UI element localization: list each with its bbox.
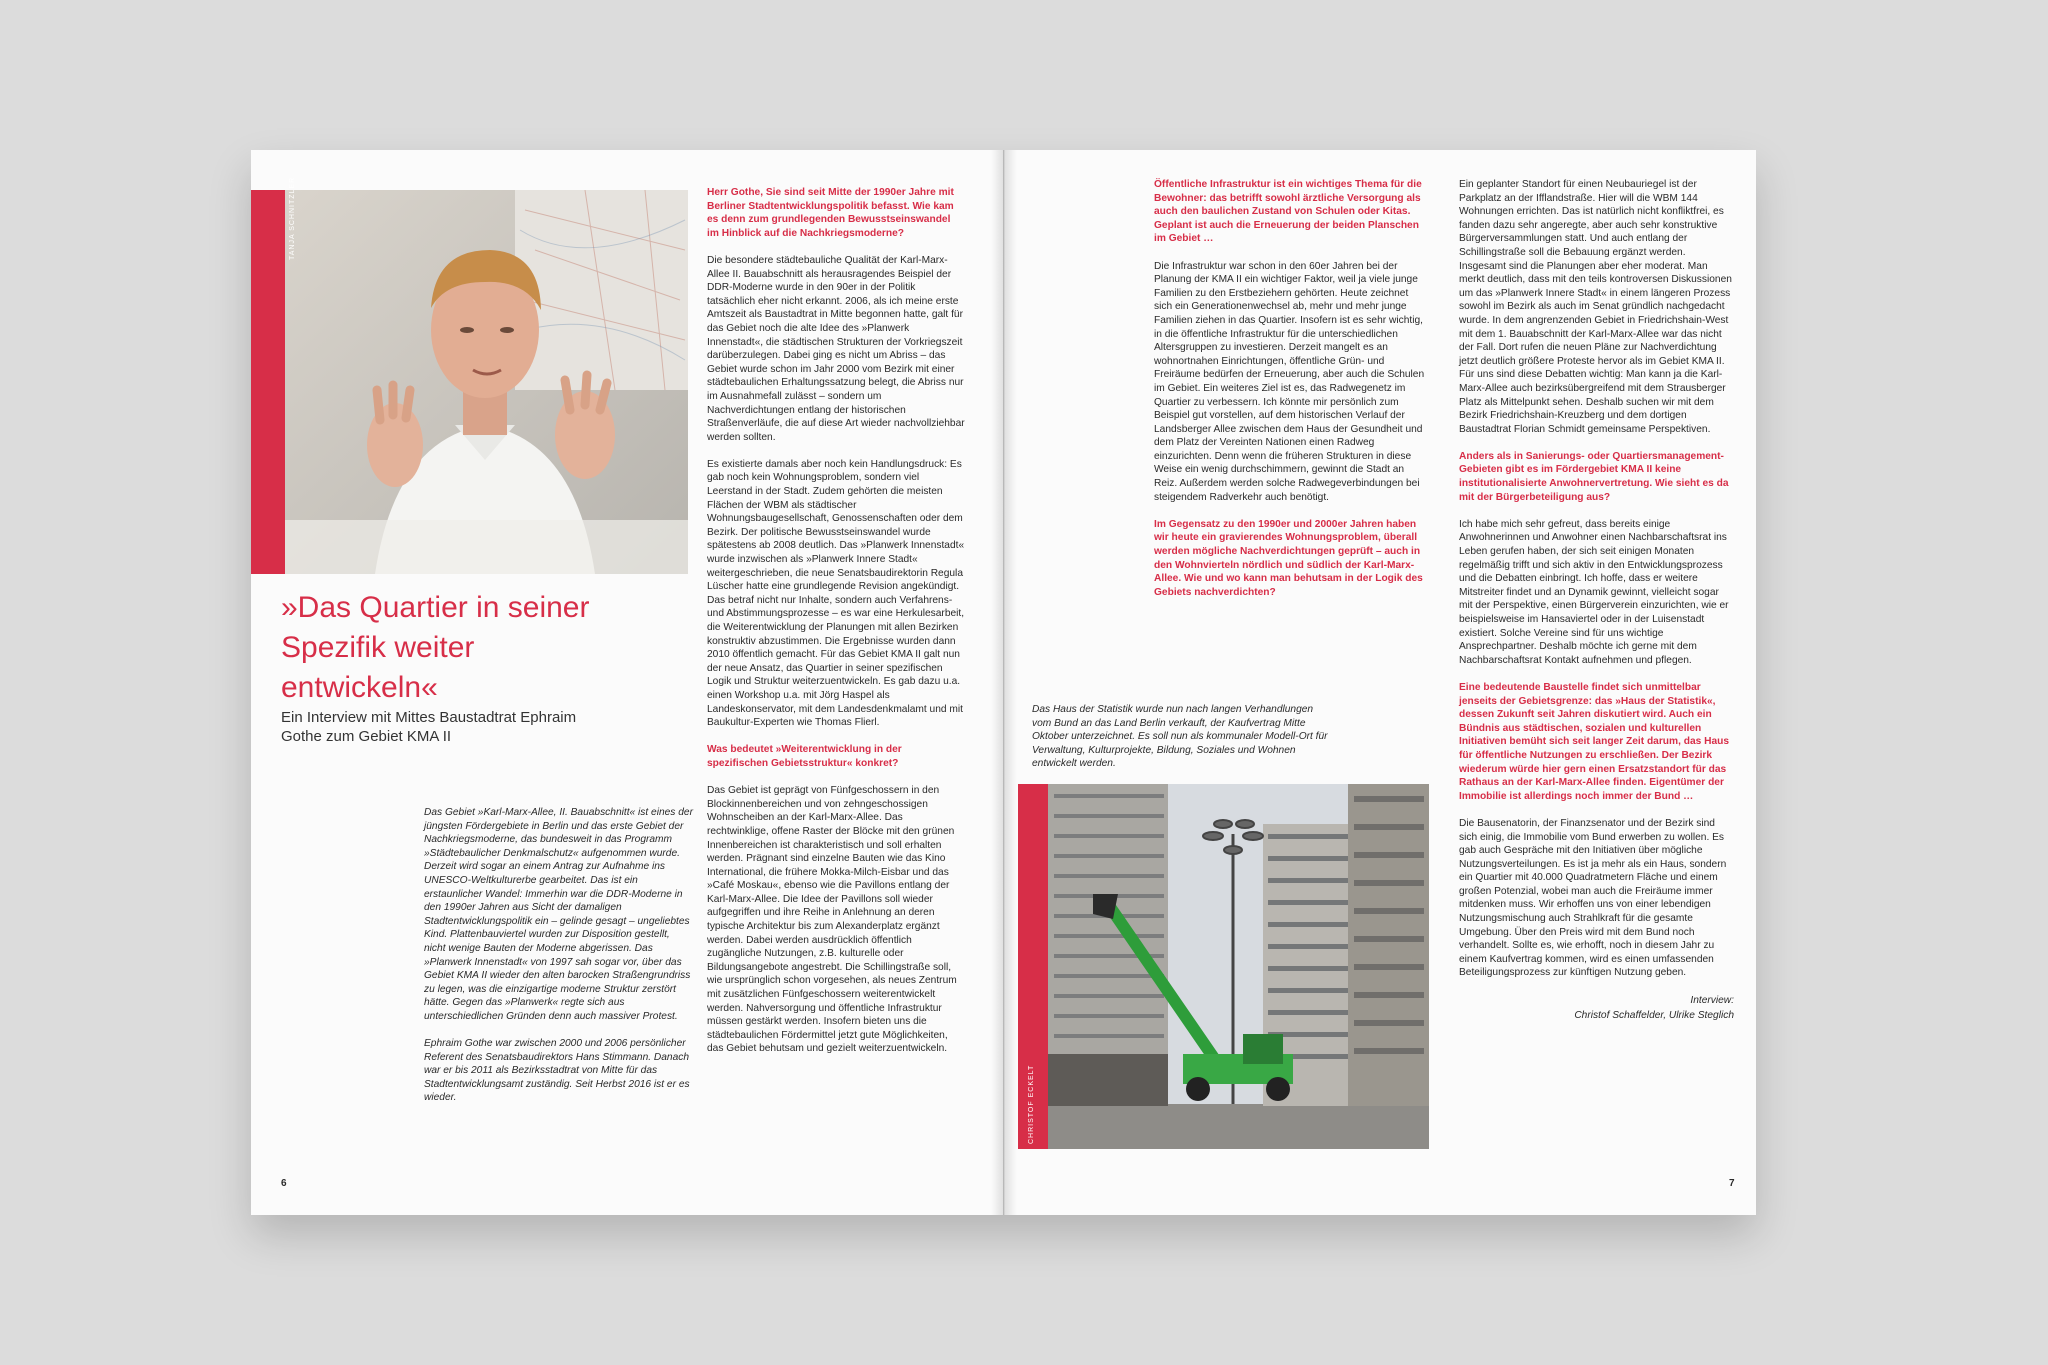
answer-1b: Es existierte damals aber noch kein Handlungsdruck: Es gab noch kein Wohnungsproblem, sondern viel Leerstand in der Stadt. Zudem gehörten die meisten Flächen der WBM als städtischer Wohnungsbaugesellschaft, Genossenschaften oder dem Bezirk. Der politische Bewusstseinswandel wurde spätestens ab 2008 deutlich. Das »Planwerk Innenstadt« wurde inzwischen als »Planwerk Innere Stadt« weitergeschrieben, die neue Senatsbaudirektorin Regula Lüscher hatte eine grundlegende Revision angekündigt. Das betraf nicht nur Inhalte, sondern auch Verfahrens- und Abstimmungsprozesse – es war eine Herkulesarbeit, die Weiterentwicklung der Planungen mit allen Bezirken konstruktiv abzustimmen. Die Ergebnisse wurden dann 2010 öffentlich gemacht. Für das Gebiet KMA II galt nun der neue Ansatz, das Quartier in seiner spezifischen Logik und Struktur weiterzuentwickeln. Es gab dazu u.a. einen Workshop u.a. mit Jörg Haspel als Landeskonservator, mit dem Landesdenkmalamt und mit Baukultur-Experten wie Thomas Flierl. — [707, 458, 965, 729]
photo-credit-left: TANJA SCHNITZLER — [289, 176, 296, 260]
intro-text — [424, 806, 694, 1119]
author-bio: Ephraim Gothe war zwischen 2000 und 2006 persönlicher Referent des Senatsbaudirektors Hans Stimmann. Danach war er bis 2011 als Bezirksstadtrat von Mitte für das Stadtentwicklungsamt zuständig. Seit Herbst 2016 ist er es wieder. — [424, 1038, 690, 1104]
left-column-2 — [707, 186, 965, 1070]
answer-5: Ich habe mich sehr gefreut, dass bereits einige Anwohnerinnen und Anwohner einen Nachbarschaftsrat ins Leben gerufen haben, der sich seit einigen Monaten regelmäßig trifft und sich aktiv in den Entwicklungsprozess und die Debatten einbringt. Ich hoffe, dass er weitere Mitstreiter findet und an Dynamik gewinnt, vielleicht sogar mit der Perspektive, einen Bürgerverein einzurichten, wie er beispielsweise im Hansaviertel oder in der Luisenstadt existiert. Solche Vereine sind für uns wichtige Ansprechpartner. Deshalb möchte ich gerne mit dem Nachbarschaftsrat Kontakt aufnehmen und pflegen. — [1459, 518, 1729, 666]
interview-label: Interview: — [1690, 994, 1734, 1006]
answer-3: Die Infrastruktur war schon in den 60er Jahren bei der Planung der KMA II ein wichtiger Faktor, weil ja viele junge Familien zu den Erstbeziehern gehörten. Heute zeichnet sich ein Generationenwechsel ab, mehr und mehr junge Familien ziehen in das Quartier. Insofern ist es sehr wichtig, in die öffentliche Infrastruktur für die unterschiedlichen Altersgruppen zu investieren. Derzeit mangelt es an wohnortnahen Einrichtungen, öffentliche Grün- und Freiräume bedürfen der Erneuerung, aber auch die Schulen im Gebiet. Ein weiteres Ziel ist es, das Radwegenetz im Quartier zu verbessern. Ich könnte mir persönlich zum Beispiel gut vorstellen, auf dem historischen Verlauf der Landsberger Allee zwischen dem Haus der Gesundheit und dem Platz der Vereinten Nationen einen Radweg einzurichten. Denn wenn die früheren Strukturen in diese Weise ein wenig durchschimmern, gewinnt die Stadt an Reiz. Außerdem werden solche Radwegeverbindungen bei steigendem Radverkehr auch benötigt. — [1154, 260, 1425, 503]
photo-credit-right: CHRISTOF ECKELT — [1028, 1064, 1035, 1144]
intro-paragraph: Das Gebiet »Karl-Marx-Allee, II. Bauabschnitt« ist eines der jüngsten Fördergebiete in Berlin und das erste Gebiet der Nachkriegsmoderne, das bundesweit in das Programm »Städtebaulicher Denkmalschutz« aufgenommen wurde. Derzeit wird sogar an einem Antrag zur Aufnahme ins UNESCO-Weltkulturerbe gearbeitet. Das ist ein erstaunlicher Wandel: Immerhin war die DDR-Moderne in den 1990er Jahren aus Sicht der damaligen Stadtentwicklungspolitik ein – gelinde gesagt – ungeliebtes Kind. Plattenbauviertel wurden zur Disposition gestellt, nicht wenige Bauten der Moderne abgerissen. Das »Planwerk Innenstadt« von 1997 sah sogar vor, über das Gebiet KMA II wieder den alten barocken Straßengrundriss zu legen, was die einzigartige moderne Struktur zerstört hätte. Gegen das »Planwerk« regte sich aus unterschiedlichen Gründen denn auch massiver Protest. — [424, 807, 693, 1022]
answer-2: Das Gebiet ist geprägt von Fünfgeschossern in den Blockinnenbereichen und von zehngeschossigen Wohnscheiben an der Karl-Marx-Allee. Das rechtwinklige, offene Raster der Blöcke mit den grünen Innenbereichen ist charakteristisch und soll erhalten werden. Prägnant sind einzelne Bauten wie das Kino International, die frühere Mokka-Milch-Eisbar und das »Café Moskau«, ebenso wie die Pavillons entlang der Karl-Marx-Allee. Die Idee der Pavillons soll wieder aufgegriffen und ihre Reihe in Anlehnung an deren typische Architektur bis zum Alexanderplatz ergänzt werden. Dabei werden ausdrücklich öffentlich zugängliche Nutzungen, z.B. kulturelle oder Bildungsangebote angestrebt. Die Schillingstraße soll, wie ursprünglich schon vorgesehen, als neues Zentrum mit zusätzlichen Fünfgeschossern weiterentwickelt werden. Nahversorgung und öffentliche Infrastruktur müssen gestärkt werden. Insofern bieten uns die städtebaulichen Fördermittel jetzt gute Möglichkeiten, das Gebiet behutsam und gezielt weiterzuentwickeln. — [707, 785, 957, 1055]
page-right — [1004, 150, 1756, 1215]
article-subtitle: Ein Interview mit Mittes Baustadtrat Ephraim Gothe zum Gebiet KMA II — [281, 709, 577, 745]
right-column-2 — [1459, 178, 1734, 1023]
photo-accent-bar — [251, 190, 285, 574]
question-5: Anders als in Sanierungs- oder Quartiersmanagement-Gebieten gibt es im Fördergebiet KMA II keine institutionalisierte Anwohnervertretung. Wie sieht es da mit der Bürgerbeteiligung aus? — [1459, 450, 1729, 503]
portrait-photo — [285, 190, 688, 574]
page-left — [251, 150, 1003, 1215]
interview-names: Christof Schaffelder, Ulrike Steglich — [1574, 1010, 1734, 1022]
book-gutter — [991, 150, 1017, 1215]
answer-6: Die Bausenatorin, der Finanzsenator und der Bezirk sind sich einig, die Immobilie vom Bund erwerben zu wollen. Es gab auch Gespräche mit den Initiativen über mögliche Nutzungsverteilungen. Es ist ja mehr als ein Haus, sondern ein Quartier mit 40.000 Quadratmetern Fläche und einem großen Potenzial, wobei man auch die Freiräume immer mitdenken muss. Wir erhoffen uns von einer lebendigen Nutzungsmischung auch Strahlkraft für die gesamte Umgebung. Über den Preis wird mit dem Bund noch verhandelt. Sollte es, wie erhofft, noch in diesem Jahr zu einem Kaufvertrag kommen, wird es einen umfassenden Beteiligungsprozess zur künftigen Nutzung geben. — [1459, 817, 1727, 979]
building-photo — [1048, 784, 1429, 1149]
answer-4: Ein geplanter Standort für einen Neubauriegel ist der Parkplatz an der Ifflandstraße. Hier will die WBM 144 Wohnungen errichten. Das ist natürlich nicht konfliktfrei, es fanden dazu sehr angeregte, aber auch sehr konstruktive Bürgerversammlungen statt. Und auch entlang der Schillingstraße soll die Bebauung ergänzt werden. Insgesamt sind die Planungen aber eher moderat. Man merkt deutlich, dass mit den teils kontroversen Diskussionen um das »Planwerk Innere Stadt« in einem längeren Prozess sowohl im Bezirk als auch im Senat gründlich nachgedacht wurde. In dem angrenzenden Gebiet in Friedrichshain-West mit dem 1. Bauabschnitt der Karl-Marx-Allee war das nicht der Fall. Dort rufen die neuen Pläne zur Nachverdichtung jetzt deutlich größere Proteste hervor als im Gebiet KMA II. Für uns sind diese Debatten wichtig: Man kann ja die Karl-Marx-Allee auch bezirksübergreifend mit dem Strausberger Platz als Mittelpunkt sehen. Deshalb suchen wir mit dem Bezirk Friedrichshain-Kreuzberg und dem dortigen Baustadtrat Florian Schmidt gemeinsame Perspektiven. — [1459, 179, 1732, 435]
magazine-spread — [251, 150, 1756, 1215]
page-number-left: 6 — [281, 1178, 287, 1189]
answer-1: Die besondere städtebauliche Qualität der Karl-Marx-Allee II. Bauabschnitt als herausragendes Beispiel der DDR-Moderne wurde in den 90er in der Politik tatsächlich eher nicht erkannt. 2006, als ich meine erste Amtszeit als Baustadtrat in Mitte begonnen hatte, galt für das Gebiet noch die alte Idee des »Planwerk Innenstadt«, die städtischen Strukturen der Vorkriegszeit darüberzulegen. Dabei ging es nicht um Abriss – das Gebiet wurde schon im Jahr 2000 vom Bezirk mit einer städtebaulichen Erhaltungssatzung belegt, die Abriss nur im Ausnahmefall zulässt – sondern um Nachverdichtungen entlang der historischen Straßenverläufe, die auf diese Art wieder nachvollziehbar werden sollten. — [707, 254, 965, 443]
right-column-1 — [1154, 178, 1429, 613]
question-4: Im Gegensatz zu den 1990er und 2000er Jahren haben wir heute ein gravierendes Wohnungsproblem, überall werden mögliche Nachverdichtungen geprüft – auch in den Wohnvierteln nördlich und südlich der Karl-Marx-Allee. Wie und wo kann man behutsam in der Logik des Gebiets nachverdichten? — [1154, 518, 1423, 598]
question-2: Was bedeutet »Weiterentwicklung in der spezifischen Gebietsstruktur« konkret? — [707, 744, 902, 769]
question-1: Herr Gothe, Sie sind seit Mitte der 1990er Jahre mit Berliner Stadtentwicklungspolitik befasst. Wie kam es denn zum grundlegenden Bewusstseinswandel im Hinblick auf die Nachkriegsmoderne? — [707, 187, 954, 239]
article-title: »Das Quartier in seiner Spezifik weiter entwickeln« — [281, 591, 590, 704]
page-number-right: 7 — [1729, 1178, 1735, 1189]
question-6: Eine bedeutende Baustelle findet sich unmittelbar jenseits der Gebietsgrenze: das »Haus der Statistik«, dessen Zukunft seit Jahren diskutiert wird. Auch ein Bündnis aus städtischen, sozialen und kulturellen Initiativen bemüht sich seit langer Zeit darum, das Haus für öffentliche Nutzungen zu erschließen. Der Bezirk wiederum würde hier gern einen Ersatzstandort für das Rathaus an der Karl-Marx-Allee finden. Eigentümer der Immobilie ist allerdings noch immer der Bund … — [1459, 681, 1730, 802]
question-3: Öffentliche Infrastruktur ist ein wichtiges Thema für die Bewohner: das betrifft sowohl ärztliche Versorgung als auch den baulichen Zustand von Schulen oder Kitas. Geplant ist auch die Erneuerung der beiden Planschen im Gebiet … — [1154, 179, 1422, 245]
photo-caption: Das Haus der Statistik wurde nun nach langen Verhandlungen vom Bund an das Land Berlin verkauft, der Kaufvertrag Mitte Oktober unterzeichnet. Es soll nun als kommunaler Modell-Ort für Verwaltung, Kulturprojekte, Bildung, Soziales und Wohnen entwickelt werden. — [1032, 704, 1328, 770]
